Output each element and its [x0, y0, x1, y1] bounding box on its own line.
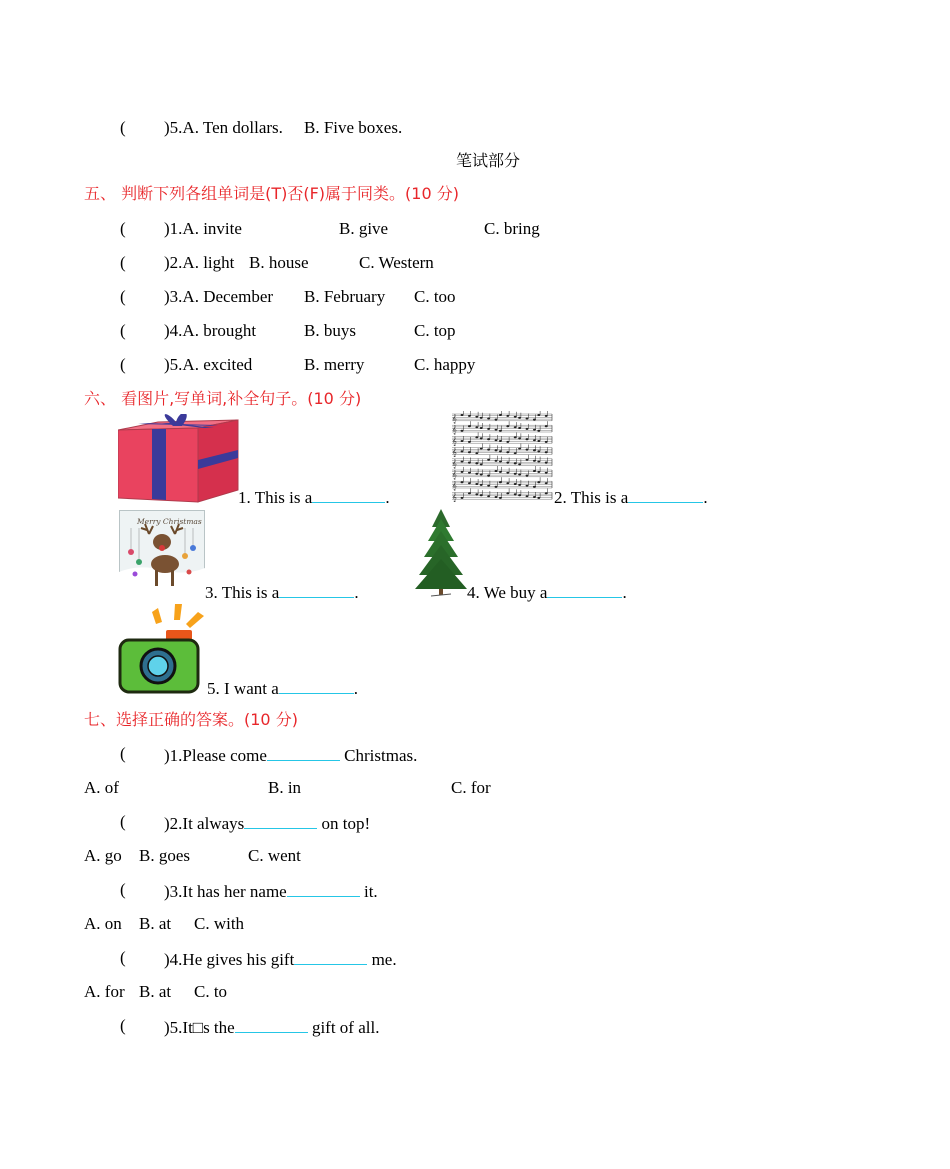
- sentence-text: 1. This is a: [238, 488, 313, 507]
- sentence-1: [238, 486, 390, 508]
- option-a: A. on: [84, 914, 122, 933]
- svg-text:𝄞: 𝄞: [452, 492, 457, 502]
- paren: (: [120, 355, 126, 374]
- option-b: B. house: [249, 253, 309, 272]
- question-text: )5.A. Ten dollars.: [164, 118, 283, 137]
- card-greeting: Merry Christmas: [137, 517, 202, 526]
- question-tail: Christmas.: [344, 746, 418, 765]
- answer-blank[interactable]: [312, 486, 385, 503]
- option-a: A. of: [84, 778, 119, 797]
- sentence-text: 3. This is a: [205, 583, 280, 602]
- answer-blank[interactable]: [267, 744, 340, 761]
- paren: (: [120, 948, 126, 967]
- paren: (: [120, 744, 126, 763]
- question-text: [164, 948, 397, 970]
- option-b: B. buys: [304, 321, 356, 340]
- question-text: [164, 812, 370, 834]
- question-tail: on top!: [321, 814, 371, 833]
- sentence-3: [205, 581, 359, 603]
- answer-blank[interactable]: [244, 812, 317, 829]
- option-b: B. give: [339, 219, 389, 238]
- option-c: C. went: [248, 846, 301, 865]
- question-tail: me.: [371, 950, 397, 969]
- svg-text:𝄞: 𝄞: [452, 436, 457, 446]
- paren: (: [120, 287, 126, 306]
- gift-box-image: [118, 414, 240, 504]
- answer-blank[interactable]: [235, 1016, 308, 1033]
- christmas-card-image: [119, 510, 205, 598]
- paren: (: [120, 321, 126, 340]
- paren: (: [120, 1016, 126, 1035]
- svg-text:𝄞: 𝄞: [452, 470, 457, 479]
- sentence-2: [554, 486, 708, 508]
- period: .: [622, 583, 627, 602]
- paren: (: [120, 812, 126, 831]
- option-c: C. for: [451, 778, 491, 797]
- question-stem: )2.It always: [164, 814, 245, 833]
- christmas-tree-image: [414, 509, 468, 597]
- paren: (: [120, 219, 126, 238]
- question-tail: gift of all.: [311, 1018, 380, 1037]
- section-5-heading: 五、 判断下列各组单词是(T)否(F)属于同类。(10 分): [84, 184, 459, 203]
- option-c: C. Western: [359, 253, 434, 272]
- option-b: B. Five boxes.: [304, 118, 403, 137]
- question-stem: )5.It□s the: [164, 1018, 235, 1037]
- option-c: C. too: [414, 287, 456, 306]
- option-a: )1.A. invite: [164, 219, 242, 238]
- question-stem: )3.It has her name: [164, 882, 287, 901]
- svg-text:𝄞: 𝄞: [452, 447, 457, 457]
- sentence-4: [467, 581, 627, 603]
- period: .: [385, 488, 390, 507]
- sheet-music-image: [450, 411, 554, 503]
- option-b: B. February: [304, 287, 386, 306]
- sentence-text: 2. This is a: [554, 488, 629, 507]
- camera-image: [118, 604, 210, 694]
- option-c: C. to: [194, 982, 228, 1001]
- section-7-heading: 七、选择正确的答案。(10 分): [84, 710, 298, 729]
- section-title: 笔试部分: [456, 151, 521, 170]
- paren: (: [120, 118, 126, 137]
- option-b: B. merry: [304, 355, 365, 374]
- option-b: B. at: [139, 982, 172, 1001]
- answer-blank[interactable]: [279, 581, 354, 598]
- option-b: B. at: [139, 914, 172, 933]
- option-a: A. for: [84, 982, 125, 1001]
- question-text: [164, 1016, 379, 1038]
- question-text: [164, 880, 378, 902]
- option-a: )5.A. excited: [164, 355, 253, 374]
- option-a: A. go: [84, 846, 122, 865]
- paren: (: [120, 880, 126, 899]
- question-tail: it.: [363, 882, 378, 901]
- option-a: )2.A. light: [164, 253, 235, 272]
- sentence-5: [207, 677, 358, 699]
- section-6-heading: 六、 看图片,写单词,补全句子。(10 分): [84, 389, 362, 408]
- period: .: [353, 679, 359, 698]
- option-b: B. in: [268, 778, 302, 797]
- answer-blank[interactable]: [279, 677, 354, 694]
- question-stem: )1.Please come: [164, 746, 267, 765]
- option-c: C. bring: [484, 219, 540, 238]
- option-c: C. happy: [414, 355, 476, 374]
- option-c: C. top: [414, 321, 456, 340]
- option-a: )4.A. brought: [164, 321, 257, 340]
- answer-blank[interactable]: [287, 880, 360, 897]
- answer-blank[interactable]: [547, 581, 622, 598]
- svg-text:𝄞: 𝄞: [452, 425, 457, 435]
- question-text: [164, 744, 417, 766]
- period: .: [354, 583, 359, 602]
- answer-blank[interactable]: [628, 486, 703, 503]
- period: .: [703, 488, 708, 507]
- answer-blank[interactable]: [294, 948, 367, 965]
- question-stem: )4.He gives his gift: [164, 950, 295, 969]
- sentence-text: 4. We buy a: [467, 583, 548, 602]
- svg-text:𝄞: 𝄞: [452, 481, 457, 491]
- sentence-text: 5. I want a: [207, 679, 279, 698]
- svg-text:𝄞: 𝄞: [452, 414, 457, 423]
- svg-text:𝄞: 𝄞: [452, 458, 457, 468]
- option-b: B. goes: [139, 846, 190, 865]
- paren: (: [120, 253, 126, 272]
- option-a: )3.A. December: [164, 287, 274, 306]
- option-c: C. with: [194, 914, 245, 933]
